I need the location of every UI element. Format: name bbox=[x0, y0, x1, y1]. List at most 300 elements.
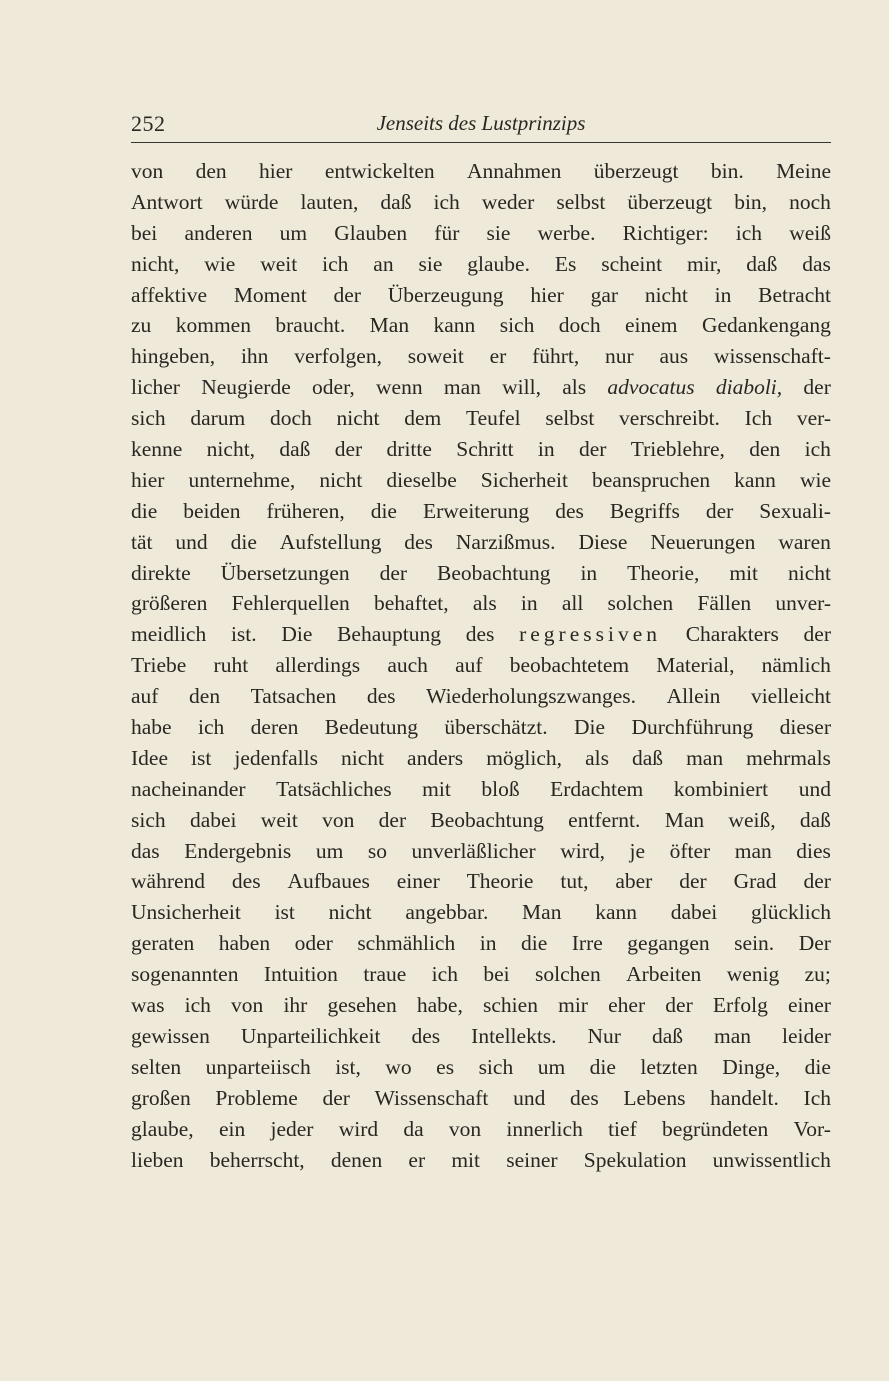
word: behaftet, bbox=[374, 591, 449, 616]
word: die bbox=[230, 529, 257, 554]
word: denen bbox=[330, 1147, 383, 1172]
word: den bbox=[749, 437, 781, 462]
page-number: 252 bbox=[131, 111, 166, 136]
word: traue bbox=[363, 962, 407, 987]
word: Meine bbox=[776, 159, 831, 183]
word: doch bbox=[270, 406, 312, 431]
word: mit bbox=[729, 560, 759, 585]
word: Behauptung bbox=[337, 622, 441, 647]
word: jedenfalls bbox=[234, 745, 318, 770]
word: darum bbox=[190, 406, 246, 431]
word: direkte bbox=[131, 560, 191, 585]
word: mit bbox=[422, 776, 451, 801]
word: selbst bbox=[556, 189, 606, 214]
word: es bbox=[436, 1054, 455, 1079]
text-line bbox=[131, 681, 831, 712]
word: Trieblehre, bbox=[630, 437, 725, 462]
word: der bbox=[333, 282, 361, 307]
word: entwickelten bbox=[324, 159, 435, 183]
word: Man bbox=[522, 900, 562, 925]
word: Unsicherheit bbox=[131, 900, 241, 925]
word: und bbox=[798, 776, 831, 801]
word: unternehme, bbox=[188, 467, 296, 492]
word: glaube, bbox=[131, 1116, 194, 1141]
word: überzeugt bbox=[593, 159, 679, 183]
word: all bbox=[561, 591, 584, 616]
word: Spekulation bbox=[583, 1147, 687, 1172]
word: Durchführung bbox=[631, 715, 754, 740]
word: sich bbox=[131, 406, 166, 431]
word: einem bbox=[625, 313, 678, 338]
word: der bbox=[803, 375, 831, 400]
word: daß bbox=[746, 251, 778, 276]
word: die bbox=[370, 498, 397, 523]
word: Erfolg bbox=[712, 993, 768, 1018]
word: größeren bbox=[131, 591, 208, 616]
word: bei bbox=[483, 962, 510, 987]
word: da bbox=[403, 1116, 424, 1141]
text-line bbox=[131, 1083, 831, 1114]
text-line bbox=[131, 1145, 831, 1176]
word: in bbox=[520, 591, 538, 616]
word: Fehlerquellen bbox=[231, 591, 350, 616]
text-line bbox=[131, 434, 831, 465]
word: der bbox=[578, 437, 607, 462]
word: vielleicht bbox=[750, 684, 831, 709]
word: Ich bbox=[744, 406, 773, 431]
word: nicht bbox=[787, 560, 831, 585]
word: ist bbox=[191, 745, 212, 770]
word: diaboli, bbox=[715, 375, 783, 400]
word: Begriffs bbox=[609, 498, 680, 523]
word: Die bbox=[574, 715, 606, 740]
text-line bbox=[131, 187, 831, 218]
word: hingeben, bbox=[131, 344, 216, 369]
word: allerdings bbox=[275, 653, 361, 678]
text-line bbox=[131, 280, 831, 311]
text-line bbox=[131, 1021, 831, 1052]
word: Tatsächliches bbox=[276, 776, 392, 801]
word: braucht. bbox=[275, 313, 346, 338]
word: beiden bbox=[183, 498, 241, 523]
word: der bbox=[322, 1085, 350, 1110]
text-line bbox=[131, 836, 831, 867]
word: Allein bbox=[666, 684, 721, 709]
word: sie bbox=[418, 251, 443, 276]
word: Sexuali- bbox=[759, 498, 831, 523]
word: Wissenschaft bbox=[374, 1085, 489, 1110]
word: kenne bbox=[131, 437, 183, 462]
word: regressiven bbox=[519, 622, 661, 647]
word: in bbox=[479, 931, 497, 956]
text-line bbox=[131, 218, 831, 249]
text-line bbox=[131, 619, 831, 650]
word: der bbox=[378, 807, 407, 832]
word: je bbox=[629, 838, 646, 863]
word: des bbox=[465, 622, 495, 647]
header-divider bbox=[131, 142, 831, 143]
text-line bbox=[131, 959, 831, 990]
word: solchen bbox=[607, 591, 674, 616]
word: auf bbox=[455, 653, 483, 678]
word: Bedeutung bbox=[324, 715, 418, 740]
word: dabei bbox=[670, 900, 718, 925]
text-line bbox=[131, 990, 831, 1021]
word: und bbox=[175, 529, 208, 554]
text-line bbox=[131, 249, 831, 280]
word: Aufstellung bbox=[279, 529, 382, 554]
word: nicht bbox=[328, 900, 372, 925]
word: dieselbe bbox=[386, 467, 457, 492]
word: Lebens bbox=[623, 1085, 686, 1110]
text-line bbox=[131, 928, 831, 959]
word: weit bbox=[260, 807, 298, 832]
word: einer bbox=[787, 993, 831, 1018]
word: nämlich bbox=[761, 653, 831, 678]
word: während bbox=[131, 869, 206, 894]
word: daß bbox=[279, 437, 311, 462]
word: des bbox=[404, 529, 433, 554]
text-line bbox=[131, 588, 831, 619]
word: waren bbox=[778, 529, 831, 554]
body-text bbox=[131, 156, 831, 1175]
word: leider bbox=[782, 1023, 831, 1048]
word: er bbox=[489, 344, 507, 369]
word: Fällen bbox=[697, 591, 752, 616]
word: ist, bbox=[335, 1054, 361, 1079]
word: als bbox=[585, 745, 609, 770]
word: nicht, bbox=[206, 437, 256, 462]
word: die bbox=[520, 931, 548, 956]
word: unwissentlich bbox=[712, 1147, 831, 1172]
word: nacheinander bbox=[131, 776, 246, 801]
word: beobachtetem bbox=[509, 653, 630, 678]
word: Grad bbox=[733, 869, 777, 894]
text-line bbox=[131, 372, 831, 403]
word: beanspruchen bbox=[591, 467, 711, 492]
word: mehrmals bbox=[746, 745, 831, 770]
word: ruht bbox=[213, 653, 249, 678]
word: ihn bbox=[240, 344, 269, 369]
word: wenig bbox=[726, 962, 780, 987]
word: advocatus bbox=[607, 375, 695, 400]
word: des bbox=[231, 869, 261, 894]
word: Aufbaues bbox=[287, 869, 370, 894]
word: tät bbox=[131, 529, 153, 554]
word: wird, bbox=[560, 838, 605, 863]
word: Unparteilichkeit bbox=[240, 1023, 381, 1048]
text-line bbox=[131, 774, 831, 805]
word: Theorie bbox=[466, 869, 534, 894]
word: jeder bbox=[270, 1116, 314, 1141]
text-line bbox=[131, 1052, 831, 1083]
word: Beobachtung bbox=[430, 807, 544, 832]
word: Diese bbox=[578, 529, 628, 554]
word: die bbox=[131, 498, 158, 523]
word: der bbox=[334, 437, 363, 462]
word: ich bbox=[322, 251, 349, 276]
word: in bbox=[537, 437, 555, 462]
word: sogenannten bbox=[131, 962, 239, 987]
word: will, bbox=[502, 375, 541, 400]
word: ich bbox=[735, 220, 763, 245]
word: von bbox=[448, 1116, 482, 1141]
word: um bbox=[315, 838, 344, 863]
word: kommen bbox=[175, 313, 251, 338]
word: beherrscht, bbox=[209, 1147, 305, 1172]
word: ich bbox=[197, 715, 225, 740]
word: von bbox=[322, 807, 355, 832]
word: in bbox=[714, 282, 732, 307]
word: der bbox=[803, 622, 831, 647]
word: ihr bbox=[283, 993, 308, 1018]
word: anders bbox=[407, 745, 464, 770]
word: nicht bbox=[319, 467, 363, 492]
word: des bbox=[366, 684, 396, 709]
word: ist bbox=[274, 900, 295, 925]
text-line bbox=[131, 310, 831, 341]
word: Antwort bbox=[131, 189, 203, 214]
text-line bbox=[131, 403, 831, 434]
word: habe, bbox=[416, 993, 463, 1018]
word: sie bbox=[486, 220, 511, 245]
word: haben bbox=[218, 931, 271, 956]
running-head: Jenseits des Lustprinzips bbox=[376, 111, 586, 135]
word: unparteiisch bbox=[205, 1054, 311, 1079]
word: wissenschaft- bbox=[713, 344, 831, 369]
word: lauten, bbox=[300, 189, 359, 214]
text-line bbox=[131, 496, 831, 527]
word: solchen bbox=[535, 962, 601, 987]
word: Tatsachen bbox=[250, 684, 337, 709]
word: Es bbox=[554, 251, 577, 276]
word: wenn bbox=[376, 375, 423, 400]
word: selbst bbox=[545, 406, 595, 431]
word: so bbox=[367, 838, 387, 863]
word: soweit bbox=[407, 344, 464, 369]
word: und bbox=[513, 1085, 546, 1110]
word: weiß bbox=[789, 220, 831, 245]
word: in bbox=[580, 560, 598, 585]
text-line bbox=[131, 650, 831, 681]
word: wo bbox=[385, 1054, 412, 1079]
word: gegangen bbox=[627, 931, 710, 956]
word: handelt. bbox=[710, 1085, 779, 1110]
word: Ich bbox=[803, 1085, 831, 1110]
word: bin. bbox=[710, 159, 744, 183]
word: tief bbox=[608, 1116, 637, 1141]
word: Übersetzungen bbox=[220, 560, 350, 585]
word: wie bbox=[799, 467, 831, 492]
word: Arbeiten bbox=[626, 962, 702, 987]
word: als bbox=[562, 375, 587, 400]
word: zu; bbox=[804, 962, 831, 987]
word: ist. bbox=[230, 622, 257, 647]
word: habe bbox=[131, 715, 172, 740]
word: gewissen bbox=[131, 1023, 210, 1048]
text-line bbox=[131, 156, 831, 187]
word: seiner bbox=[506, 1147, 558, 1172]
word: Glauben bbox=[334, 220, 408, 245]
word: Narzißmus. bbox=[455, 529, 556, 554]
word: den bbox=[195, 159, 227, 183]
word: führt, bbox=[532, 344, 580, 369]
word: Erdachtem bbox=[550, 776, 644, 801]
word: als bbox=[472, 591, 497, 616]
word: der bbox=[679, 869, 707, 894]
word: des bbox=[411, 1023, 441, 1048]
word: Endergebnis bbox=[184, 838, 292, 863]
word: hier bbox=[131, 467, 165, 492]
word: der bbox=[665, 993, 693, 1018]
word: überzeugt bbox=[627, 189, 713, 214]
word: man bbox=[443, 375, 481, 400]
word: Man bbox=[369, 313, 410, 338]
word: ich bbox=[431, 962, 458, 987]
word: unver- bbox=[775, 591, 831, 616]
word: kombiniert bbox=[673, 776, 769, 801]
word: nur bbox=[605, 344, 634, 369]
word: oder, bbox=[312, 375, 355, 400]
word: Sicherheit bbox=[480, 467, 568, 492]
word: man bbox=[686, 745, 724, 770]
word: sich bbox=[478, 1054, 514, 1079]
word: verfolgen, bbox=[294, 344, 382, 369]
word: gesehen bbox=[327, 993, 397, 1018]
word: glaube. bbox=[467, 251, 530, 276]
word: eher bbox=[608, 993, 646, 1018]
word: kann bbox=[433, 313, 476, 338]
word: verschreibt. bbox=[619, 406, 720, 431]
word: für bbox=[434, 220, 460, 245]
word: angebbar. bbox=[405, 900, 489, 925]
word: innerlich bbox=[506, 1116, 583, 1141]
word: werbe. bbox=[537, 220, 596, 245]
word: bin, bbox=[734, 189, 768, 214]
word: sich bbox=[131, 807, 166, 832]
text-line bbox=[131, 866, 831, 897]
word: früheren, bbox=[266, 498, 345, 523]
word: Neuerungen bbox=[650, 529, 756, 554]
word: licher bbox=[131, 375, 180, 400]
word: selten bbox=[131, 1054, 182, 1079]
word: affektive bbox=[131, 282, 208, 307]
word: überschätzt. bbox=[444, 715, 548, 740]
word: scheint bbox=[601, 251, 663, 276]
word: das bbox=[802, 251, 831, 276]
word: ver- bbox=[796, 406, 831, 431]
text-line bbox=[131, 558, 831, 589]
word: lieben bbox=[131, 1147, 184, 1172]
text-line bbox=[131, 465, 831, 496]
word: noch bbox=[789, 189, 831, 214]
word: sein. bbox=[734, 931, 775, 956]
word: schmählich bbox=[357, 931, 456, 956]
word: Gedankengang bbox=[701, 313, 831, 338]
word: weiß, bbox=[728, 807, 776, 832]
word: wie bbox=[204, 251, 236, 276]
word: Erweiterung bbox=[422, 498, 530, 523]
word: Teufel bbox=[466, 406, 521, 431]
word: man bbox=[734, 838, 772, 863]
word: ich bbox=[804, 437, 831, 462]
word: würde bbox=[224, 189, 279, 214]
word: aber bbox=[615, 869, 653, 894]
word: auch bbox=[387, 653, 428, 678]
word: des bbox=[570, 1085, 599, 1110]
text-line bbox=[131, 527, 831, 558]
word: hier bbox=[530, 282, 564, 307]
text-line bbox=[131, 897, 831, 928]
word: Die bbox=[281, 622, 313, 647]
word: bei bbox=[131, 220, 158, 245]
word: die bbox=[589, 1054, 616, 1079]
word: man bbox=[713, 1023, 752, 1048]
word: dieser bbox=[779, 715, 831, 740]
word: um bbox=[279, 220, 308, 245]
word: Der bbox=[798, 931, 831, 956]
word: geraten bbox=[131, 931, 195, 956]
word: daß bbox=[631, 745, 664, 770]
word: Theorie, bbox=[627, 560, 700, 585]
word: großen bbox=[131, 1085, 191, 1110]
word: unverläßlicher bbox=[411, 838, 536, 863]
word: Charakters bbox=[685, 622, 779, 647]
word: ich bbox=[433, 189, 460, 214]
word: wird bbox=[338, 1116, 379, 1141]
word: Schritt bbox=[456, 437, 514, 462]
word: Richtiger: bbox=[622, 220, 709, 245]
word: Dinge, bbox=[722, 1054, 781, 1079]
word: sich bbox=[499, 313, 535, 338]
word: glücklich bbox=[750, 900, 831, 925]
word: einer bbox=[396, 869, 440, 894]
word: Vor- bbox=[793, 1116, 831, 1141]
word: von bbox=[131, 159, 164, 183]
word: dies bbox=[796, 838, 831, 863]
word: anderen bbox=[184, 220, 253, 245]
word: dem bbox=[404, 406, 442, 431]
word: die bbox=[804, 1054, 831, 1079]
word: aus bbox=[659, 344, 689, 369]
word: daß bbox=[799, 807, 831, 832]
word: das bbox=[131, 838, 160, 863]
word: bloß bbox=[481, 776, 520, 801]
word: nicht bbox=[336, 406, 380, 431]
word: er bbox=[408, 1147, 426, 1172]
word: doch bbox=[558, 313, 601, 338]
word: weit bbox=[260, 251, 298, 276]
word: kann bbox=[734, 467, 776, 492]
word: um bbox=[537, 1054, 566, 1079]
word: zu bbox=[131, 313, 152, 338]
word: der bbox=[379, 560, 408, 585]
word: dritte bbox=[386, 437, 432, 462]
word: deren bbox=[250, 715, 299, 740]
word: nicht bbox=[644, 282, 688, 307]
word: hier bbox=[259, 159, 293, 183]
word: des bbox=[555, 498, 584, 523]
word: oder bbox=[294, 931, 333, 956]
word: Intuition bbox=[263, 962, 338, 987]
word: gar bbox=[590, 282, 619, 307]
word: begründeten bbox=[661, 1116, 769, 1141]
word: Überzeugung bbox=[387, 282, 504, 307]
word: mir bbox=[558, 993, 588, 1018]
word: Irre bbox=[571, 931, 603, 956]
word: Probleme bbox=[215, 1085, 298, 1110]
word: Wiederholungszwanges. bbox=[426, 684, 637, 709]
